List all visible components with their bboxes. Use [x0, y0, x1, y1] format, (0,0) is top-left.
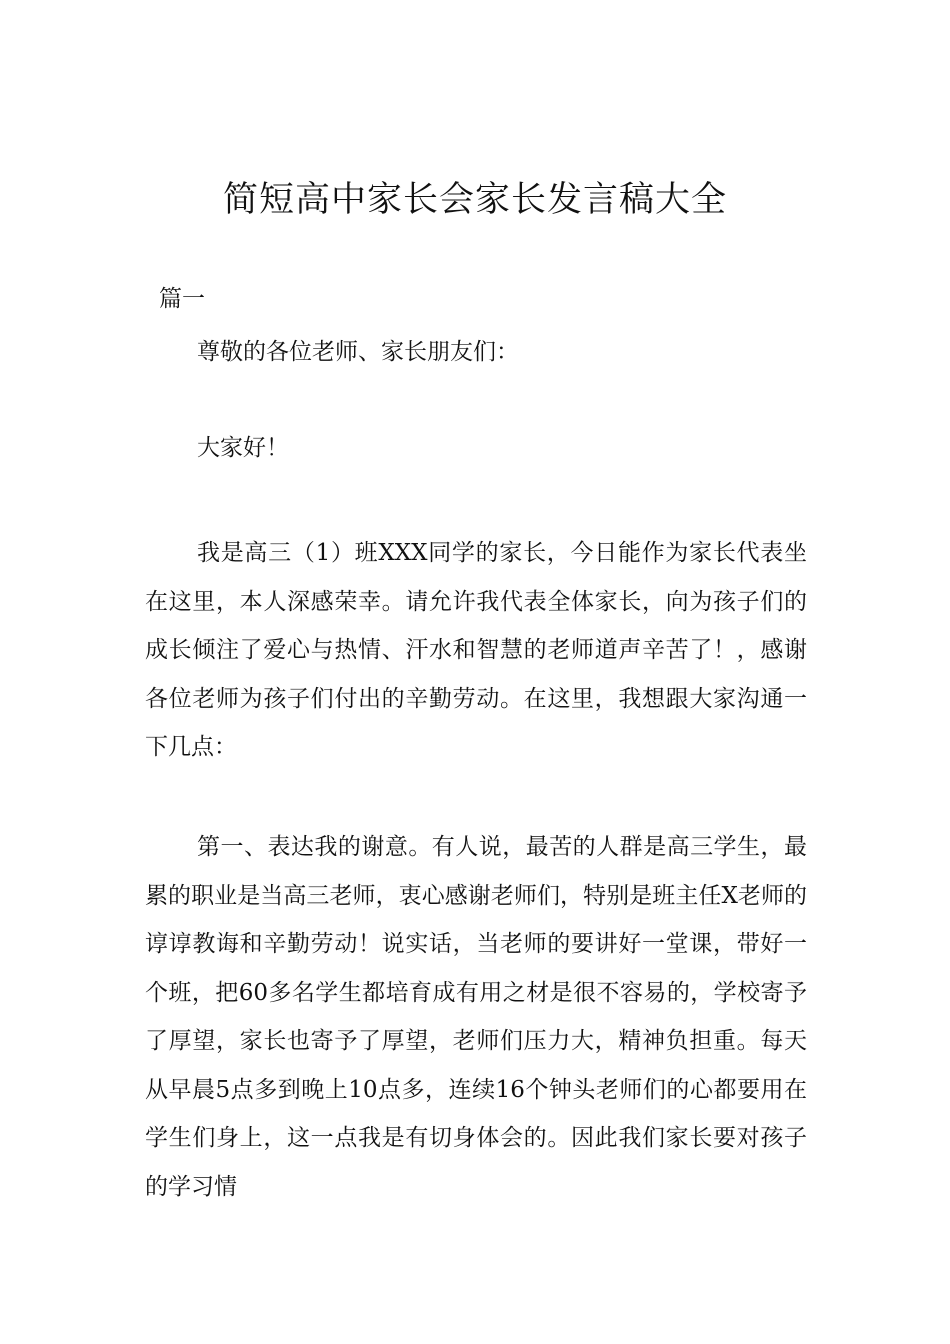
- body-paragraph-1: 我是高三（1）班XXX同学的家长，今日能作为家长代表坐在这里，本人深感荣幸。请允许我代表全体家长，向为孩子们的成长倾注了爱心与热情、汗水和智慧的老师道声辛苦了！，感谢各位老师为孩子们付出的辛勤劳动。在这里，我想跟大家沟通一下几点：: [145, 540, 807, 760]
- salutation-line: 尊敬的各位老师、家长朋友们：: [197, 339, 519, 365]
- document-title: 简短高中家长会家长发言稿大全: [222, 180, 727, 220]
- body-paragraph-2: 第一、表达我的谢意。有人说，最苦的人群是高三学生，最累的职业是当高三老师，衷心感谢老师们，特别是班主任X老师的谆谆教诲和辛勤劳动！说实话，当老师的要讲好一堂课，带好一个班，把60多名学生都培育成有用之材是很不容易的，学校寄予了厚望，家长也寄予了厚望，老师们压力大，精神负担重。每天从早晨5点多到晚上10点多，连续16个钟头老师们的心都要用在学生们身上，这一点我是有切身体会的。因此我们家长要对孩子的学习情: [145, 834, 807, 1200]
- greeting-line: 大家好！: [197, 435, 289, 461]
- section-label: 篇一: [159, 286, 205, 312]
